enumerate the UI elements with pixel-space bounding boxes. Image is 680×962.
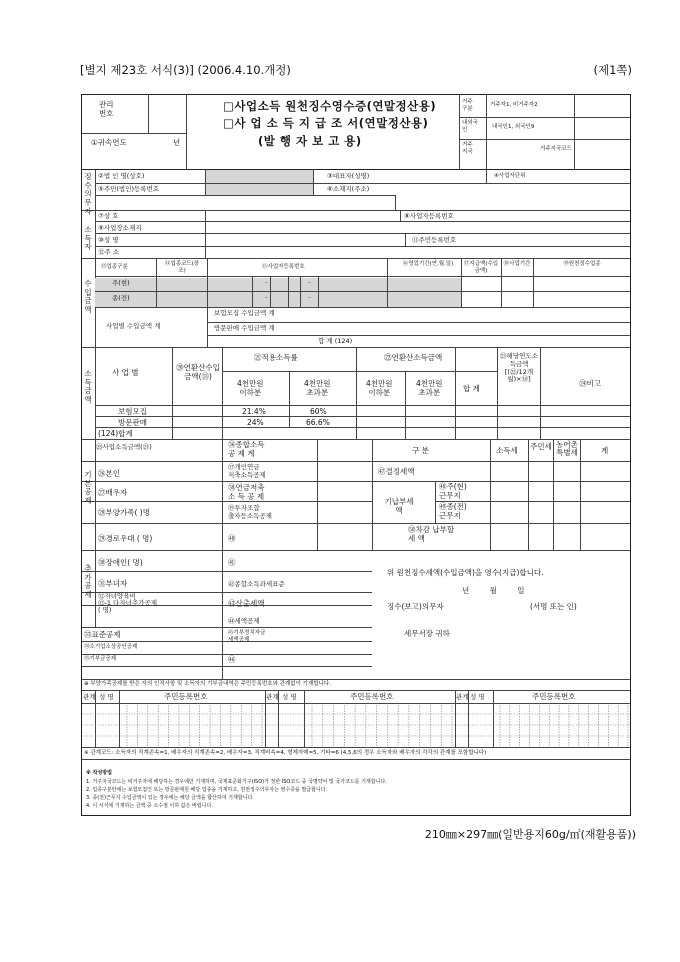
- withholding-receipt-form: [81, 94, 631, 816]
- col-biz-kind: ⑬업종구분: [101, 264, 128, 270]
- col-conv-under: 4천만원 이하분: [366, 379, 393, 398]
- sales-income-label: 방문판매 수입금액 계: [214, 324, 275, 332]
- payer-address-label: ⑥소재지(주소): [327, 185, 370, 193]
- dash-2: –: [308, 280, 311, 286]
- title-line-1: □사업소득 원천징수영수증(연말정산용): [223, 99, 437, 113]
- col-rate: ⑲원천징수업종: [563, 261, 601, 267]
- note-1: 1. 거주지국코드는 비거주자에 해당하는 경우에만 기재하며, 국제표준화기구(ISO)가 정한 ISO코드 중 국명약어 및 국가코드를 기재합니다.: [86, 779, 387, 785]
- paper-spec: 210㎜×297㎜(일반용지60g/㎡(재활용품)): [424, 828, 636, 841]
- col-by-biz: 사 업 별: [112, 368, 139, 377]
- col-farm-tax: 농어촌특별세: [556, 440, 578, 458]
- resident-label: 거주 구분: [462, 99, 473, 112]
- prepaid-sub-label: ㊾종(전) 근무지: [439, 502, 467, 520]
- col-rate-head: ㉑적용소득률: [254, 353, 298, 362]
- row-sales: 방문판매: [118, 418, 147, 427]
- col-biz-period: ⑱사업기간: [503, 261, 531, 267]
- calc-side-label: 소득금액: [84, 369, 92, 404]
- calculated-tax-label: ㊸산출세액: [228, 599, 265, 608]
- row-main-place: 주(현): [112, 279, 130, 287]
- final-tax-label: ㊼결정세액: [378, 467, 415, 476]
- dash-3: –: [265, 295, 268, 301]
- insurance-income-label: 보험모집 수입금액 계: [214, 309, 275, 317]
- earner-side-label: 소득자: [84, 225, 92, 252]
- income-sum-label: 합 계 (124): [318, 337, 353, 345]
- ins-rate-over: 60%: [310, 407, 327, 416]
- earner-address-label: ⑫주 소: [98, 248, 120, 256]
- col-conv-over: 4천만원 초과분: [416, 379, 443, 398]
- dependents-deduction: ㉘부양가족( )명: [98, 508, 150, 517]
- basic-deduction-side: 기본공제: [84, 470, 92, 505]
- form-number: [별지 제23호 서식(3)] (2006.4.10.개정): [80, 63, 291, 77]
- biz-unit-label: ④사업자단위: [494, 173, 526, 179]
- page-label: (제1쪽): [593, 63, 632, 77]
- col-conv-head: ㉒연환산소득금액: [384, 353, 443, 362]
- tax-office-label: 세무서장 귀하: [404, 629, 450, 638]
- sales-rate-under: 24%: [247, 418, 264, 427]
- col-calc-total: 합 계: [463, 384, 480, 393]
- notes-head: ※ 작성방법: [86, 770, 112, 776]
- self-deduction: ㉖본인: [98, 469, 120, 478]
- biz-reg-no-label: ⑧사업자등록번호: [404, 212, 454, 220]
- row-insurance: 보험모집: [118, 407, 147, 416]
- col-amount: ⑰지급액(수입금액): [463, 261, 499, 274]
- title-line-3: (발 행 자 보 고 용): [258, 134, 362, 148]
- extra-deduction-side: 추가공제: [84, 564, 92, 599]
- collector-label: 징수(보고)의무자: [387, 602, 444, 611]
- disabled-deduction: ㉚장애인( 명): [98, 558, 143, 567]
- note-2: 2. 업종구분란에는 보험모집인 또는 방문판매원 해당 업종을 기재하고, 원천징수의무자는 영수증을 발급합니다.: [86, 787, 328, 793]
- col-remarks: ㉔비고: [579, 379, 601, 388]
- tax-credit-label: ㊹세액공제: [228, 617, 260, 625]
- trade-name-label: ⑦상 호: [98, 212, 119, 220]
- woman-deduction: ㉛부녀자: [98, 579, 128, 588]
- col-income-tax: 소득세: [496, 446, 518, 455]
- belong-year-label: ①귀속연도: [91, 138, 127, 147]
- col-rate-under: 4천만원 이하분: [237, 379, 264, 398]
- nationality-value: 내국인1, 외국인9: [492, 124, 535, 130]
- col-rate-over: 4천만원 초과분: [304, 379, 331, 398]
- prepaid-tax-label: 기납부세 액: [384, 497, 414, 516]
- row-sum: (124)합계: [98, 429, 133, 438]
- donation-deduction: ㉟기부금공제: [84, 656, 117, 662]
- col-period: ⑯영업기간(연.월.일): [402, 261, 454, 267]
- title-line-2: □사 업 소 득 지 급 조 서(연말정산용): [223, 116, 429, 130]
- col-tax-total: 계: [601, 446, 609, 455]
- biz-income-total-label: 사업별 수입금액 계: [106, 322, 161, 330]
- item-41: ㊶: [228, 558, 236, 567]
- row-sub-place: 종(전): [112, 294, 130, 302]
- spouse-deduction: ㉗배우자: [98, 488, 128, 497]
- dep-col-name-1: 성 명: [99, 693, 114, 701]
- col-biz-code: ⑭업종코드(장 조): [164, 261, 200, 274]
- tax-payable-label: ㊿차감 납부할 세 액: [408, 525, 455, 543]
- year-unit: 년: [173, 138, 181, 147]
- col-reg-no: ⑮사업자등록번호: [262, 264, 305, 270]
- dep-col-rrn-3: 주민등록번호: [532, 692, 576, 701]
- dep-col-rel-2: 관계: [266, 693, 279, 701]
- standard-deduction: ㉝표준공제: [84, 630, 121, 639]
- col-resident-tax: 주민세: [530, 442, 552, 451]
- dependents-rrn-grid: [82, 703, 630, 747]
- dependents-note: ⊕ 부양가족공제를 받은 자의 인적사항 및 소득자의 기부금내역은 주민등록번호와 관계없이 기재합니다.: [84, 681, 331, 687]
- payer-side-label: 징수의무자: [84, 172, 92, 216]
- prepaid-main-label: ㊽주(현) 근무지: [439, 482, 467, 500]
- tax-base-label: ㊷종합소득과세표준: [228, 580, 285, 588]
- receipt-date: 년 월 일: [462, 586, 525, 595]
- receipt-statement: 위 원천징수세액(수입금액)을 영수(지급)합니다.: [387, 568, 544, 577]
- payer-reg-no-label: ⑤주민(법인)등록번호: [98, 185, 160, 193]
- dep-col-name-2: 성 명: [282, 693, 297, 701]
- nationality-label: 내외국 인: [462, 120, 478, 133]
- item-40: ㊵: [228, 534, 236, 543]
- biz-place-label: ⑨사업장소재지: [98, 224, 142, 232]
- resident-value: 거주자1, 비거주자2: [490, 102, 538, 108]
- invest-deduction: ㊴투자조합 출자등소득공제: [228, 504, 272, 520]
- dep-col-rrn-2: 주민등록번호: [350, 692, 394, 701]
- earner-name-label: ⑩성 명: [98, 236, 119, 244]
- relation-code-footnote: ※ 관계코드: 소득자의 직계존속=1, 배우자의 직계존속=2, 배우자=3, 직계비속=4, 형제자매=5, 기타=6 (4,5,6의 경우 소득자와 배우자의 각각의 관계를 포함합니다): [84, 750, 487, 756]
- item-46: ㊻: [228, 655, 236, 664]
- note-4: 4. 이 서식에 기재하는 금액 중 소수점 이하 값은 버립니다.: [86, 803, 213, 809]
- small-biz-deduction: ㉞소기업소상공인공제: [84, 644, 138, 650]
- personal-pension-deduction: ㊲개인연금 저축소득공제: [228, 463, 266, 479]
- dep-col-rrn-1: 주민등록번호: [164, 692, 208, 701]
- earner-resident-no-label: ⑪주민등록번호: [412, 236, 457, 244]
- note-3: 3. 종(전)근무지 수입금액이 있는 경우에는 해당 금액을 합산하여 기재합니다.: [86, 795, 254, 801]
- total-income-deduction: ㊱종합소득 공 제 계: [228, 440, 265, 458]
- dep-col-rel-3: 관계: [456, 693, 469, 701]
- pension-saving-deduction: ㊳연금저축 소 득 공 제: [228, 483, 265, 501]
- division-label: 구 분: [412, 446, 429, 455]
- col-year-income: ㉓해당연도소득금액[(㉒/12개월)×⑱]: [500, 352, 538, 384]
- elder-deduction: ㉙경로우대 ( 명): [98, 534, 153, 543]
- sales-rate-over: 66.6%: [306, 418, 330, 427]
- dash-1: –: [265, 280, 268, 286]
- ins-rate-under: 21.4%: [242, 407, 266, 416]
- dep-col-name-3: 성 명: [470, 693, 485, 701]
- sign-label: (서명 또는 인): [530, 602, 577, 611]
- country-value: 거주지국코드: [540, 146, 572, 152]
- dep-col-rel-1: 관계: [83, 693, 96, 701]
- income-side-label: 수입금액: [84, 279, 92, 314]
- dash-4: –: [308, 295, 311, 301]
- child-deduction: ㉜자녀양육비 ㉜-1 다자녀추가공제 ( 명): [98, 592, 158, 615]
- col-annual-income: ⑳연환산수입금액(⑬): [176, 363, 220, 381]
- mgmt-no-label: 관리 번호: [99, 100, 114, 119]
- corp-name-label: ②법 인 명(상호): [98, 172, 145, 180]
- political-donation-credit: ㊺기부정치자금 세액공제: [228, 630, 266, 643]
- country-label: 거주 지국: [462, 142, 473, 155]
- representative-label: ③대표자(성명): [327, 172, 370, 180]
- biz-income-amount-label: ㉕사업소득금액(㉓): [96, 443, 152, 451]
